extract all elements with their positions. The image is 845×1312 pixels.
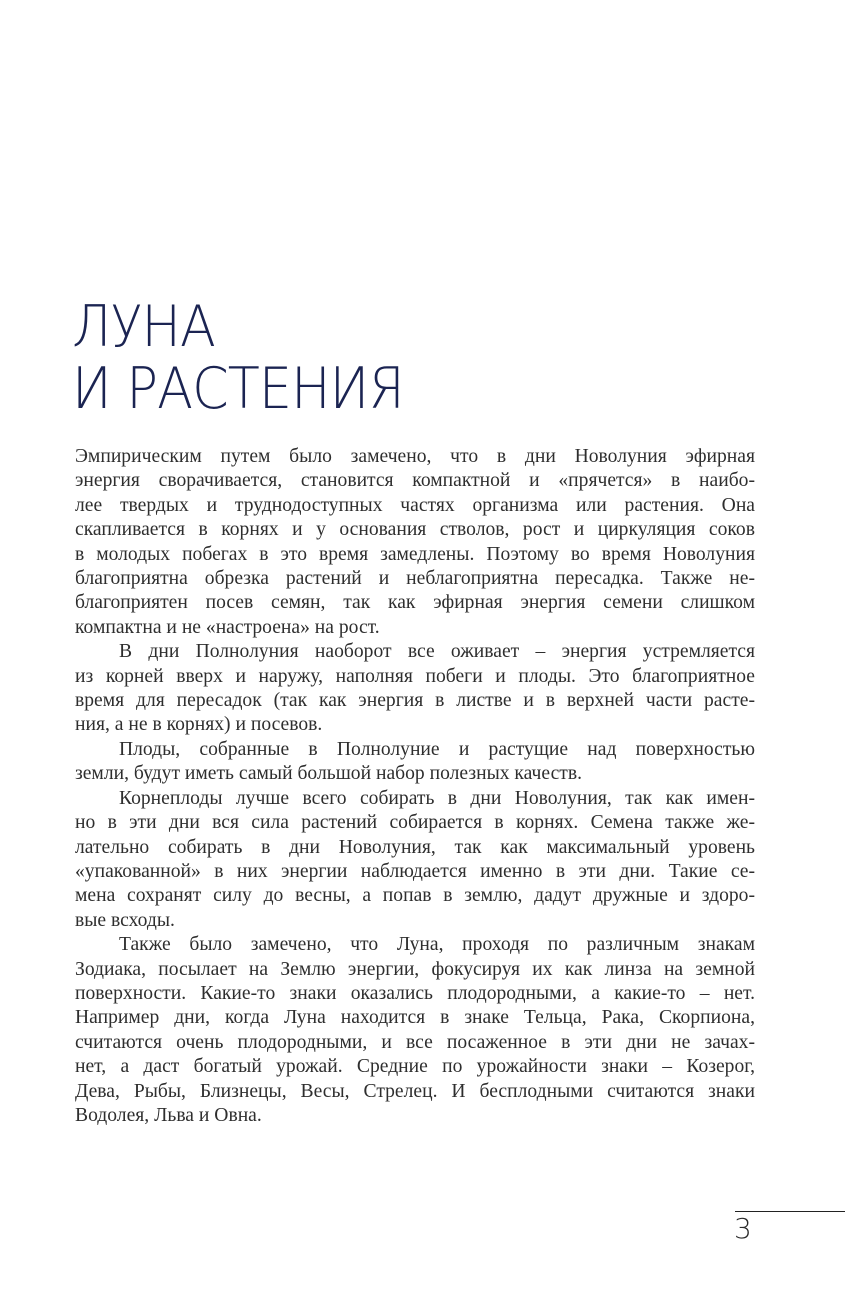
text-line: «упакованной» в них энергии наблюдается именно в эти дни. Такие се- (75, 860, 755, 882)
text-line: Плоды, собранные в Полнолуние и растущие над поверхностью (119, 738, 755, 760)
text-line: ния, а не в корнях) и посевов. (75, 714, 323, 736)
text-line: Водолея, Льва и Овна. (75, 1104, 262, 1126)
chapter-title-line-2: И РАСТЕНИЯ (72, 356, 404, 422)
text-line: в молодых побегах в это время замедлены. Поэтому во время Новолуния (75, 543, 755, 565)
text-line: компактна и не «настроена» на рост. (75, 616, 380, 638)
text-line: В дни Полнолуния наоборот все оживает – энергия устремляется (119, 641, 755, 663)
paragraph (75, 445, 755, 640)
chapter-title (72, 296, 404, 420)
text-line: поверхности. Какие-то знаки оказались плодородными, а какие-то – нет. (75, 982, 755, 1004)
text-line: лательно собирать в дни Новолуния, так как максимальный уровень (75, 836, 755, 858)
paragraph (75, 738, 755, 787)
text-line: нет, а даст богатый урожай. Средние по урожайности знаки – Козерог, (75, 1056, 755, 1078)
paragraph (75, 933, 755, 1128)
page-number: 3 (734, 1212, 752, 1245)
text-line: время для пересадок (так как энергия в листве и в верхней части расте- (75, 690, 755, 712)
body-text (75, 445, 755, 1128)
text-line: Также было замечено, что Луна, проходя по различным знакам (119, 934, 755, 956)
text-line: Корнеплоды лучше всего собирать в дни Новолуния, так как имен- (119, 787, 755, 809)
text-line: благоприятен посев семян, так как эфирная энергия семени слишком (75, 592, 755, 614)
text-line: считаются очень плодородными, и все посаженное в эти дни не зачах- (75, 1031, 755, 1053)
text-line: но в эти дни вся сила растений собирается в корнях. Семена также же- (75, 812, 755, 834)
text-line: из корней вверх и наружу, наполняя побеги и плоды. Это благоприятное (75, 665, 755, 687)
text-line: Эмпирическим путем было замечено, что в дни Новолуния эфирная (75, 446, 755, 467)
text-line: Например дни, когда Луна находится в знаке Тельца, Рака, Скорпиона, (75, 1007, 755, 1029)
paragraph (75, 640, 755, 738)
text-line: благоприятна обрезка растений и неблагоприятна пересадка. Также не- (75, 568, 755, 590)
text-line: энергия сворачивается, становится компактной и «прячется» в наибо- (75, 470, 755, 492)
text-line: земли, будут иметь самый большой набор полезных качеств. (75, 763, 583, 785)
text-line: скапливается в корнях и у основания стволов, рост и циркуляция соков (75, 519, 755, 541)
paragraph (75, 787, 755, 933)
text-line: мена сохранят силу до весны, а попав в землю, дадут дружные и здоро- (75, 885, 755, 907)
text-line: Дева, Рыбы, Близнецы, Весы, Стрелец. И бесплодными считаются знаки (75, 1080, 755, 1102)
chapter-title-line-1: ЛУНА (72, 294, 216, 360)
text-line: Зодиака, посылает на Землю энергии, фокусируя их как линза на земной (75, 958, 755, 980)
text-line: вые всходы. (75, 909, 175, 931)
text-line: лее твердых и труднодоступных частях организма или растения. Она (75, 494, 755, 516)
